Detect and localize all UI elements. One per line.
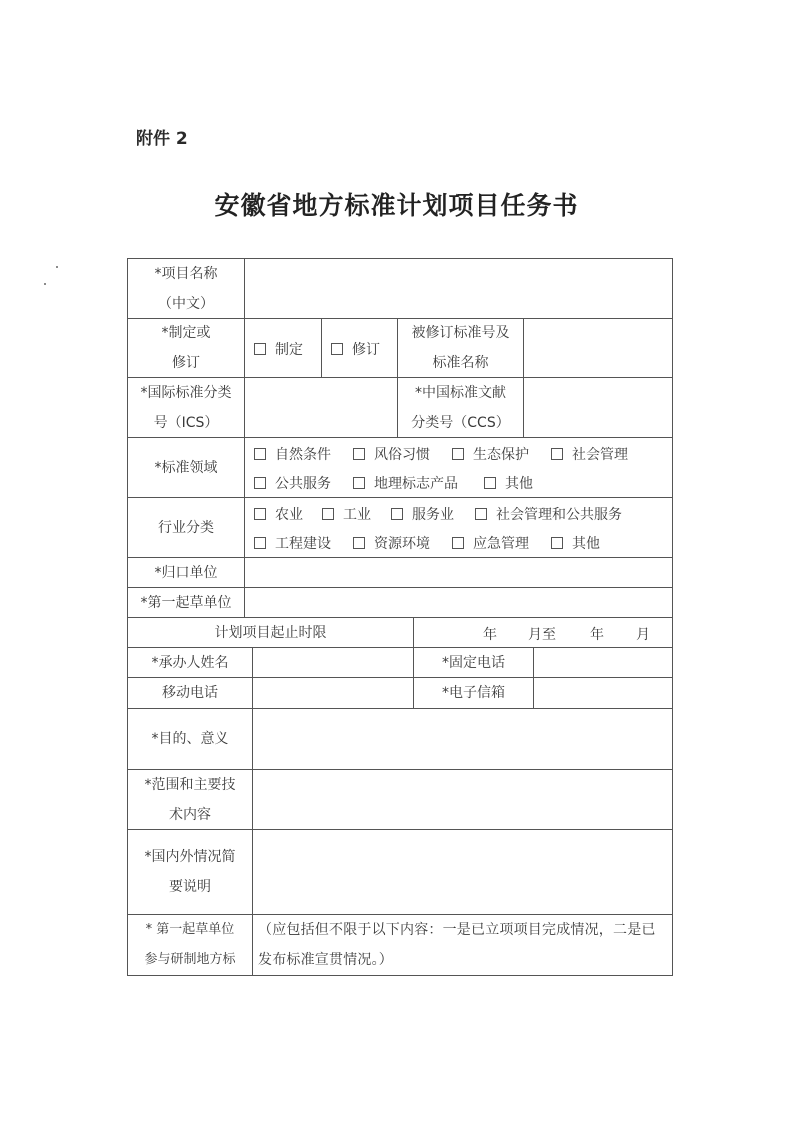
option-label: 服务业 bbox=[412, 507, 454, 523]
formulate-checkbox[interactable] bbox=[254, 339, 303, 359]
revise-checkbox[interactable] bbox=[331, 339, 380, 359]
option-label: 社会管理和公共服务 bbox=[496, 507, 622, 523]
checkbox-icon bbox=[254, 537, 266, 549]
checkbox-icon bbox=[452, 537, 464, 549]
option-label: 风俗习惯 bbox=[374, 447, 430, 463]
revised-standard-label: 被修订标准号及 标准名称 bbox=[411, 325, 510, 371]
page-title: 安徽省地方标准计划项目任务书 bbox=[214, 191, 579, 220]
industry-option-agri[interactable] bbox=[254, 504, 303, 524]
industry-option-other[interactable] bbox=[551, 533, 600, 553]
revised-standard-field[interactable] bbox=[524, 319, 672, 377]
option-label: 其他 bbox=[572, 536, 600, 552]
ccs-field[interactable] bbox=[524, 378, 672, 437]
option-label: 自然条件 bbox=[275, 447, 331, 463]
period-label: 计划项目起止时限 bbox=[214, 624, 327, 641]
status-label: *国内外情况简 要说明 bbox=[144, 849, 236, 895]
revise-option-label: 修订 bbox=[352, 342, 380, 358]
industry-option-social-public[interactable] bbox=[475, 504, 622, 524]
col-line bbox=[321, 318, 322, 378]
domain-option-public[interactable] bbox=[254, 473, 331, 493]
ics-field[interactable] bbox=[245, 378, 397, 437]
option-label: 工程建设 bbox=[275, 536, 331, 552]
period-month-end: 月 bbox=[636, 627, 650, 643]
industry-option-resource[interactable] bbox=[353, 533, 430, 553]
industry-label: 行业分类 bbox=[158, 519, 214, 536]
formulate-option-label: 制定 bbox=[275, 342, 303, 358]
period-month-to: 月至 bbox=[528, 627, 556, 643]
purpose-field[interactable] bbox=[253, 709, 672, 769]
period-year-start: 年 bbox=[483, 627, 497, 643]
option-label: 公共服务 bbox=[275, 476, 331, 492]
domain-option-social[interactable] bbox=[551, 444, 628, 464]
phone-field[interactable] bbox=[534, 648, 672, 677]
checkbox-icon bbox=[353, 477, 365, 489]
drafter-label: *第一起草单位 bbox=[140, 594, 232, 611]
project-name-field[interactable] bbox=[245, 259, 672, 318]
domain-option-ecology[interactable] bbox=[452, 444, 529, 464]
checkbox-icon bbox=[331, 343, 343, 355]
email-field[interactable] bbox=[534, 678, 672, 708]
domain-option-geo[interactable] bbox=[353, 473, 458, 493]
checkbox-icon bbox=[254, 477, 266, 489]
option-label: 资源环境 bbox=[374, 536, 430, 552]
checkbox-icon bbox=[353, 448, 365, 460]
domain-option-natural[interactable] bbox=[254, 444, 331, 464]
option-label: 其他 bbox=[505, 476, 533, 492]
scope-label: *范围和主要技 术内容 bbox=[144, 776, 236, 823]
checkbox-icon bbox=[484, 477, 496, 489]
status-field[interactable] bbox=[253, 830, 672, 914]
option-label: 工业 bbox=[343, 507, 371, 523]
contact-label: *承办人姓名 bbox=[151, 654, 229, 671]
row-line bbox=[127, 975, 673, 976]
period-year-end: 年 bbox=[590, 627, 604, 643]
option-label: 社会管理 bbox=[572, 447, 628, 463]
domain-label: *标准领域 bbox=[154, 459, 218, 476]
scan-speck bbox=[44, 283, 46, 285]
option-label: 应急管理 bbox=[473, 536, 529, 552]
revise-label: *制定或 修订 bbox=[161, 325, 211, 371]
domain-option-customs[interactable] bbox=[353, 444, 430, 464]
ccs-label: *中国标准文献 分类号（CCS） bbox=[411, 384, 510, 431]
participation-note: （应包括但不限于以下内容：一是已立项项目完成情况，二是已发布标准宣贯情况。） bbox=[258, 922, 656, 968]
checkbox-icon bbox=[452, 448, 464, 460]
industry-option-emergency[interactable] bbox=[452, 533, 529, 553]
attachment-label: 附件 2 bbox=[136, 129, 188, 149]
dept-label: *归口单位 bbox=[154, 564, 218, 581]
option-label: 生态保护 bbox=[473, 447, 529, 463]
contact-field[interactable] bbox=[253, 648, 413, 677]
mobile-label: 移动电话 bbox=[162, 685, 218, 701]
checkbox-icon bbox=[475, 508, 487, 520]
scope-field[interactable] bbox=[253, 770, 672, 829]
dept-field[interactable] bbox=[245, 558, 672, 587]
phone-label: *固定电话 bbox=[442, 654, 505, 671]
industry-option-service[interactable] bbox=[391, 504, 454, 524]
ics-label: *国际标准分类 号（ICS） bbox=[140, 384, 232, 431]
checkbox-icon bbox=[322, 508, 334, 520]
checkbox-icon bbox=[254, 448, 266, 460]
domain-option-other[interactable] bbox=[484, 473, 533, 493]
checkbox-icon bbox=[254, 343, 266, 355]
checkbox-icon bbox=[391, 508, 403, 520]
checkbox-icon bbox=[353, 537, 365, 549]
scan-speck bbox=[56, 266, 58, 268]
option-label: 地理标志产品 bbox=[374, 476, 458, 492]
mobile-field[interactable] bbox=[253, 678, 413, 708]
industry-option-construction[interactable] bbox=[254, 533, 331, 553]
industry-option-industry[interactable] bbox=[322, 504, 371, 524]
option-label: 农业 bbox=[275, 507, 303, 523]
checkbox-icon bbox=[551, 448, 563, 460]
email-label: *电子信箱 bbox=[442, 685, 505, 701]
checkbox-icon bbox=[254, 508, 266, 520]
checkbox-icon bbox=[551, 537, 563, 549]
purpose-label: *目的、意义 bbox=[151, 731, 229, 747]
project-name-label: *项目名称 （中文） bbox=[154, 265, 218, 312]
drafter-field[interactable] bbox=[245, 588, 672, 617]
participation-label: * 第一起草单位 参与研制地方标 bbox=[144, 922, 236, 967]
